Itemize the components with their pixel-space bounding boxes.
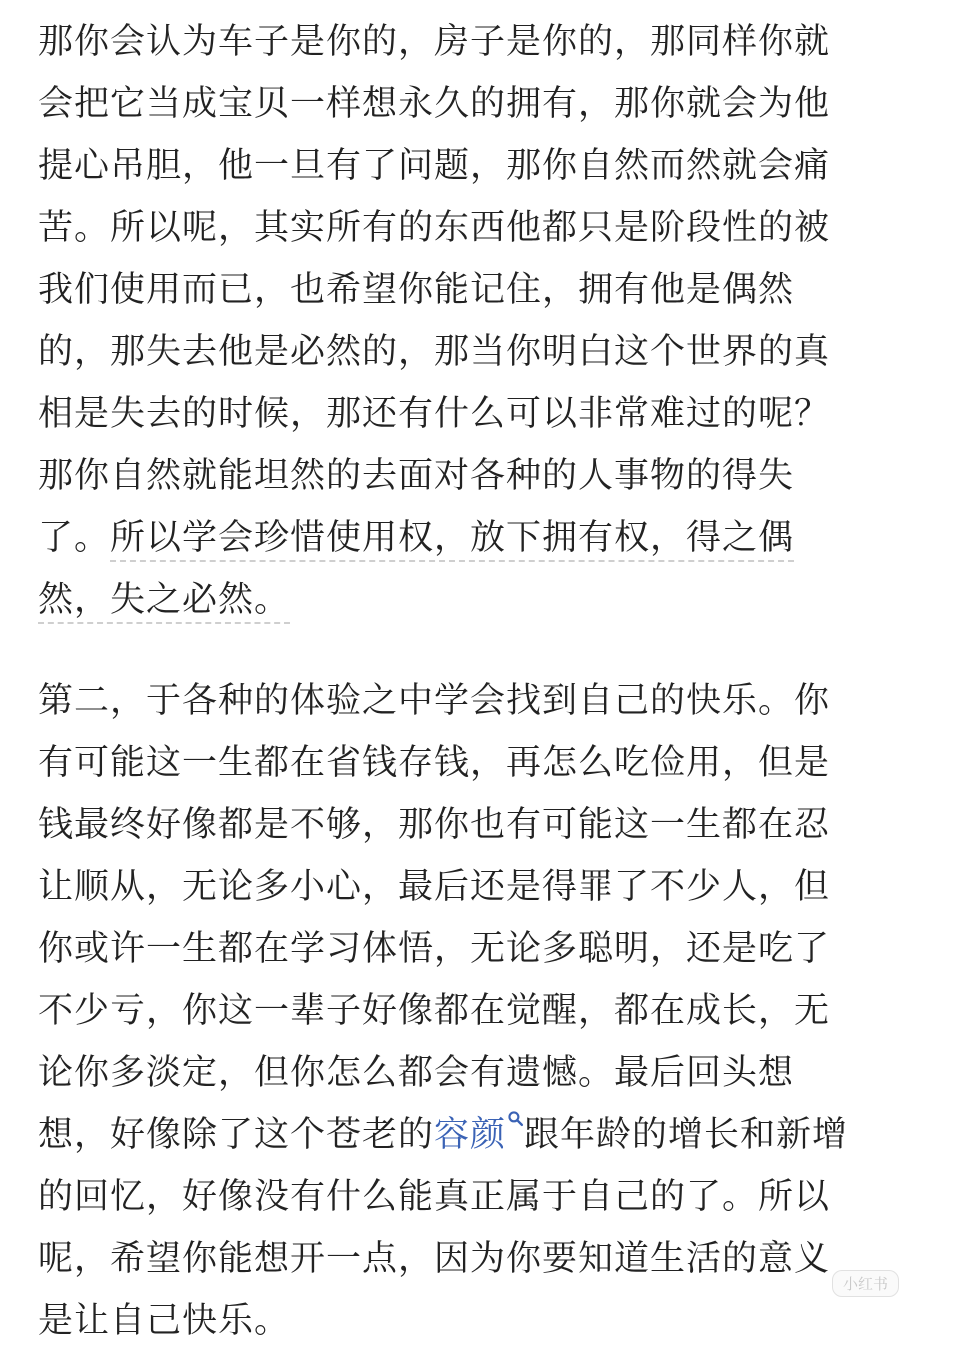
text-line: 有可能这一生都在省钱存钱，再怎么吃俭用，但是 — [38, 743, 831, 783]
text-line: 那你自然就能坦然的去面对各种的人事物的得失 — [38, 456, 795, 496]
highlighted-sentence: 所以学会珍惜使用权，放下拥有权，得之偶 — [110, 518, 794, 562]
text-line: 的，那失去他是必然的，那当你明白这个世界的真 — [38, 332, 831, 372]
highlighted-sentence-end: 然，失之必然。 — [38, 580, 290, 624]
text-line: 呢，希望你能想开一点，因为你要知道生活的意义 — [38, 1239, 831, 1279]
text-line: 不少亏，你这一辈子好像都在觉醒，都在成长，无 — [38, 991, 831, 1031]
text-line — [38, 569, 938, 631]
paragraph-1 — [38, 11, 938, 631]
text-line: 是让自己快乐。 — [38, 1301, 291, 1341]
text-line: 第二，于各种的体验之中学会找到自己的快乐。你 — [38, 681, 831, 721]
text-line: 论你多淡定，但你怎么都会有遗憾。最后回头想 — [38, 1053, 795, 1093]
text-line: 的回忆，好像没有什么能真正属于自己的了。所以 — [38, 1177, 831, 1217]
text-segment: 跟年龄的增长和新增 — [524, 1115, 849, 1155]
text-line: 苦。所以呢，其实所有的东西他都只是阶段性的被 — [38, 208, 831, 248]
search-link[interactable]: 容颜 — [434, 1115, 507, 1155]
search-icon[interactable] — [507, 1110, 524, 1127]
text-segment: 想，好像除了这个苍老的 — [38, 1115, 435, 1155]
text-line: 钱最终好像都是不够，那你也有可能这一生都在忍 — [38, 805, 831, 845]
text-line — [38, 1104, 938, 1166]
text-line: 提心吊胆，他一旦有了问题，那你自然而然就会痛 — [38, 146, 831, 186]
paragraph-2 — [38, 670, 938, 1352]
text-line: 我们使用而已，也希望你能记住，拥有他是偶然 — [38, 270, 795, 310]
text-line: 相是失去的时候，那还有什么可以非常难过的呢？ — [38, 394, 831, 434]
text-line: 会把它当成宝贝一样想永久的拥有，那你就会为他 — [38, 84, 831, 124]
text-line: 你或许一生都在学习体悟，无论多聪明，还是吃了 — [38, 929, 831, 969]
text-line — [38, 507, 938, 569]
text-line: 让顺从，无论多小心，最后还是得罪了不少人，但 — [38, 867, 831, 907]
text-line: 那你会认为车子是你的，房子是你的，那同样你就 — [38, 22, 831, 62]
text-segment: 了。 — [38, 518, 111, 558]
watermark-logo: 小红书 — [832, 1270, 899, 1297]
